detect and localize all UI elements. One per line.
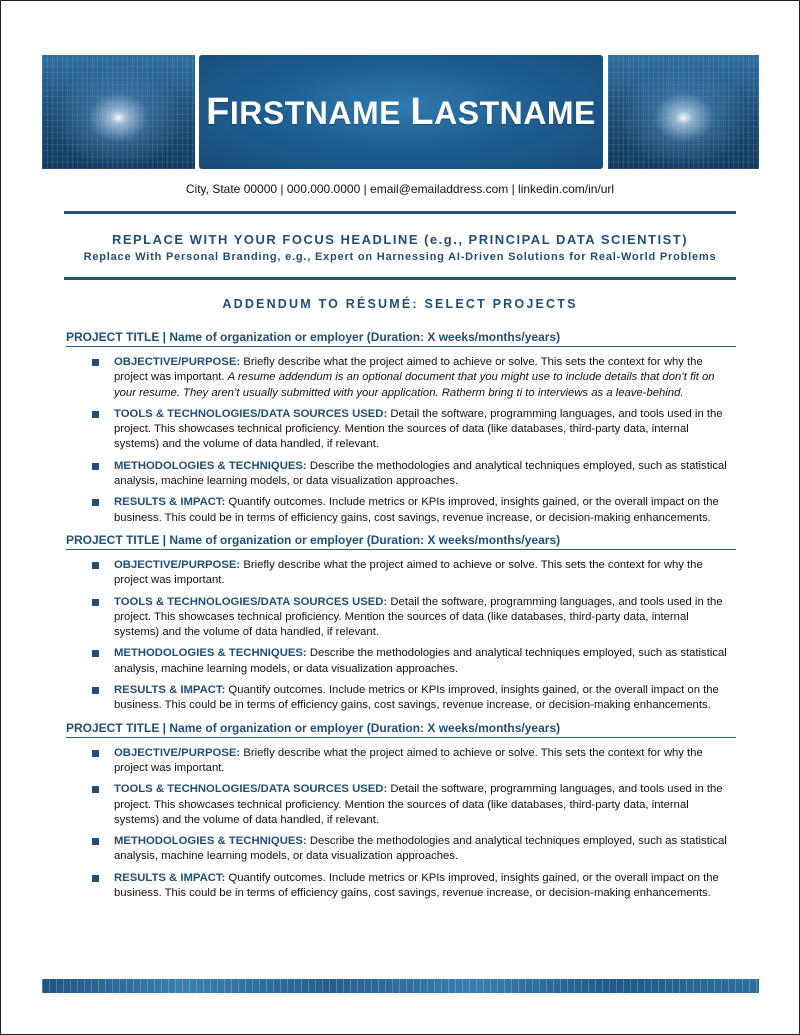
bullet-text: Detail the software, programming languages, and tools used in the project. This showcases technical proficiency. Mention the sources of data (like databases, third-party data, internal systems) and the volume of data handled, if relevant. — [114, 783, 723, 826]
bullet-text: Briefly describe what the project aimed to achieve or solve. This sets the context for why the project was important. — [114, 558, 703, 587]
bullet-label: RESULTS & IMPACT: — [114, 496, 226, 509]
square-bullet-icon — [92, 463, 99, 470]
name-box — [199, 55, 603, 169]
square-bullet-icon — [92, 750, 99, 757]
bullet-text: Quantify outcomes. Include metrics or KPIs improved, insights gained, or the overall impact on the business. This could be in terms of efficiency gains, cost savings, revenue increase, or decision-making enhancements. — [114, 684, 719, 712]
bullet-italic-note: A resume addendum is an optional document that you might use to include details that don’t fit on your resume. They aren’t usually submitted with your application. Ratherm bring ti to interviews as a leave-behind. — [114, 371, 715, 399]
focus-headline: REPLACE WITH YOUR FOCUS HEADLINE (e.g., PRINCIPAL DATA SCIENTIST) — [111, 232, 689, 247]
bullet-label: OBJECTIVE/PURPOSE: — [114, 356, 241, 368]
bullet-item — [66, 683, 736, 714]
project-title: PROJECT TITLE | Name of organization or employer (Duration: X weeks/months/years) — [66, 533, 736, 550]
square-bullet-icon — [92, 499, 99, 506]
footer-decorative-bar — [42, 979, 759, 993]
header-banner — [42, 55, 759, 169]
contact-line: City, State 00000 | 000.000.0000 | email@emailaddress.com | linkedin.com/in/url — [185, 182, 615, 196]
bullet-item — [66, 558, 736, 589]
candidate-name — [206, 91, 596, 134]
decorative-image-right — [608, 55, 759, 169]
bullet-item — [66, 407, 736, 453]
divider-bottom — [64, 277, 736, 280]
bullet-text: Quantify outcomes. Include metrics or KPIs improved, insights gained, or the overall impact on the business. This could be in terms of efficiency gains, cost savings, revenue increase, or decision-making enhancements. — [114, 871, 719, 900]
name-first-initial: F — [206, 90, 230, 133]
bullet-text: Briefly describe what the project aimed to achieve or solve. This sets the context for why the project was important. — [114, 746, 703, 774]
bullet-label: TOOLS & TECHNOLOGIES/DATA SOURCES USED: — [114, 407, 388, 420]
bullet-text: Detail the software, programming languages, and tools used in the project. This showcases technical proficiency. Mention the sources of data (like databases, third-party data, internal systems) and the volume of data handled, if relevant. — [114, 407, 723, 451]
bullet-list — [66, 355, 736, 526]
bullet-item — [66, 871, 736, 902]
bullet-label: TOOLS & TECHNOLOGIES/DATA SOURCES USED: — [114, 595, 388, 608]
bullet-label: OBJECTIVE/PURPOSE: — [114, 558, 241, 571]
bullet-text: Briefly describe what the project aimed to achieve or solve. This sets the context for why the project was important. — [114, 356, 703, 384]
bullet-text: Describe the methodologies and analytical techniques employed, such as statistical analysis, machine learning models, or data visualization approaches. — [114, 647, 727, 675]
bullet-item — [66, 355, 736, 401]
bullet-text: Detail the software, programming languages, and tools used in the project. This showcases technical proficiency. Mention the sources of data (like databases, third-party data, internal systems) and the volume of data handled, if relevant. — [114, 595, 723, 639]
personal-branding: Replace With Personal Branding, e.g., Expert on Harnessing AI-Driven Solutions for Real-World Problems — [83, 251, 717, 263]
project-section — [66, 330, 736, 526]
project-section — [66, 533, 736, 714]
bullet-item — [66, 782, 736, 828]
bullet-text: Describe the methodologies and analytical techniques employed, such as statistical analysis, machine learning models, or data visualization approaches. — [114, 459, 727, 488]
bullet-label: METHODOLOGIES & TECHNIQUES: — [114, 835, 307, 848]
decorative-image-left — [42, 55, 195, 169]
bullet-label: OBJECTIVE/PURPOSE: — [114, 746, 241, 759]
bullet-label: METHODOLOGIES & TECHNIQUES: — [114, 647, 307, 660]
project-title: PROJECT TITLE | Name of organization or employer (Duration: X weeks/months/years) — [66, 330, 736, 347]
name-last-rest: ASTNAME — [434, 94, 596, 131]
bullet-text: Quantify outcomes. Include metrics or KPIs improved, insights gained, or the overall impact on the business. This could be in terms of efficiency gains, cost savings, revenue increase, or decision-making enhancements. — [114, 496, 719, 524]
bullet-label: METHODOLOGIES & TECHNIQUES: — [114, 459, 307, 472]
bullet-item — [66, 834, 736, 865]
bullet-item — [66, 646, 736, 677]
bullet-label: RESULTS & IMPACT: — [114, 684, 226, 697]
bullet-list — [66, 746, 736, 902]
bullet-item — [66, 495, 736, 526]
name-last-initial: L — [410, 90, 435, 133]
square-bullet-icon — [92, 875, 99, 882]
name-first-rest: IRSTNAME — [229, 94, 401, 131]
bullet-item — [66, 595, 736, 641]
bullet-item — [66, 746, 736, 777]
project-title: PROJECT TITLE | Name of organization or employer (Duration: X weeks/months/years) — [66, 721, 736, 738]
square-bullet-icon — [92, 838, 99, 845]
bullet-item — [66, 459, 736, 490]
square-bullet-icon — [92, 562, 99, 569]
square-bullet-icon — [92, 359, 99, 366]
bullet-list — [66, 558, 736, 714]
square-bullet-icon — [92, 687, 99, 694]
square-bullet-icon — [92, 650, 99, 657]
project-section — [66, 721, 736, 902]
bullet-text: Describe the methodologies and analytical techniques employed, such as statistical analysis, machine learning models, or data visualization approaches. — [114, 835, 727, 863]
square-bullet-icon — [92, 786, 99, 793]
bullet-label: RESULTS & IMPACT: — [114, 871, 226, 884]
square-bullet-icon — [92, 599, 99, 606]
divider-top — [64, 211, 736, 214]
bullet-label: TOOLS & TECHNOLOGIES/DATA SOURCES USED: — [114, 783, 388, 796]
section-title: ADDENDUM TO RÉSUMÉ: SELECT PROJECTS — [222, 297, 578, 311]
square-bullet-icon — [92, 411, 99, 418]
projects-list — [66, 330, 736, 908]
